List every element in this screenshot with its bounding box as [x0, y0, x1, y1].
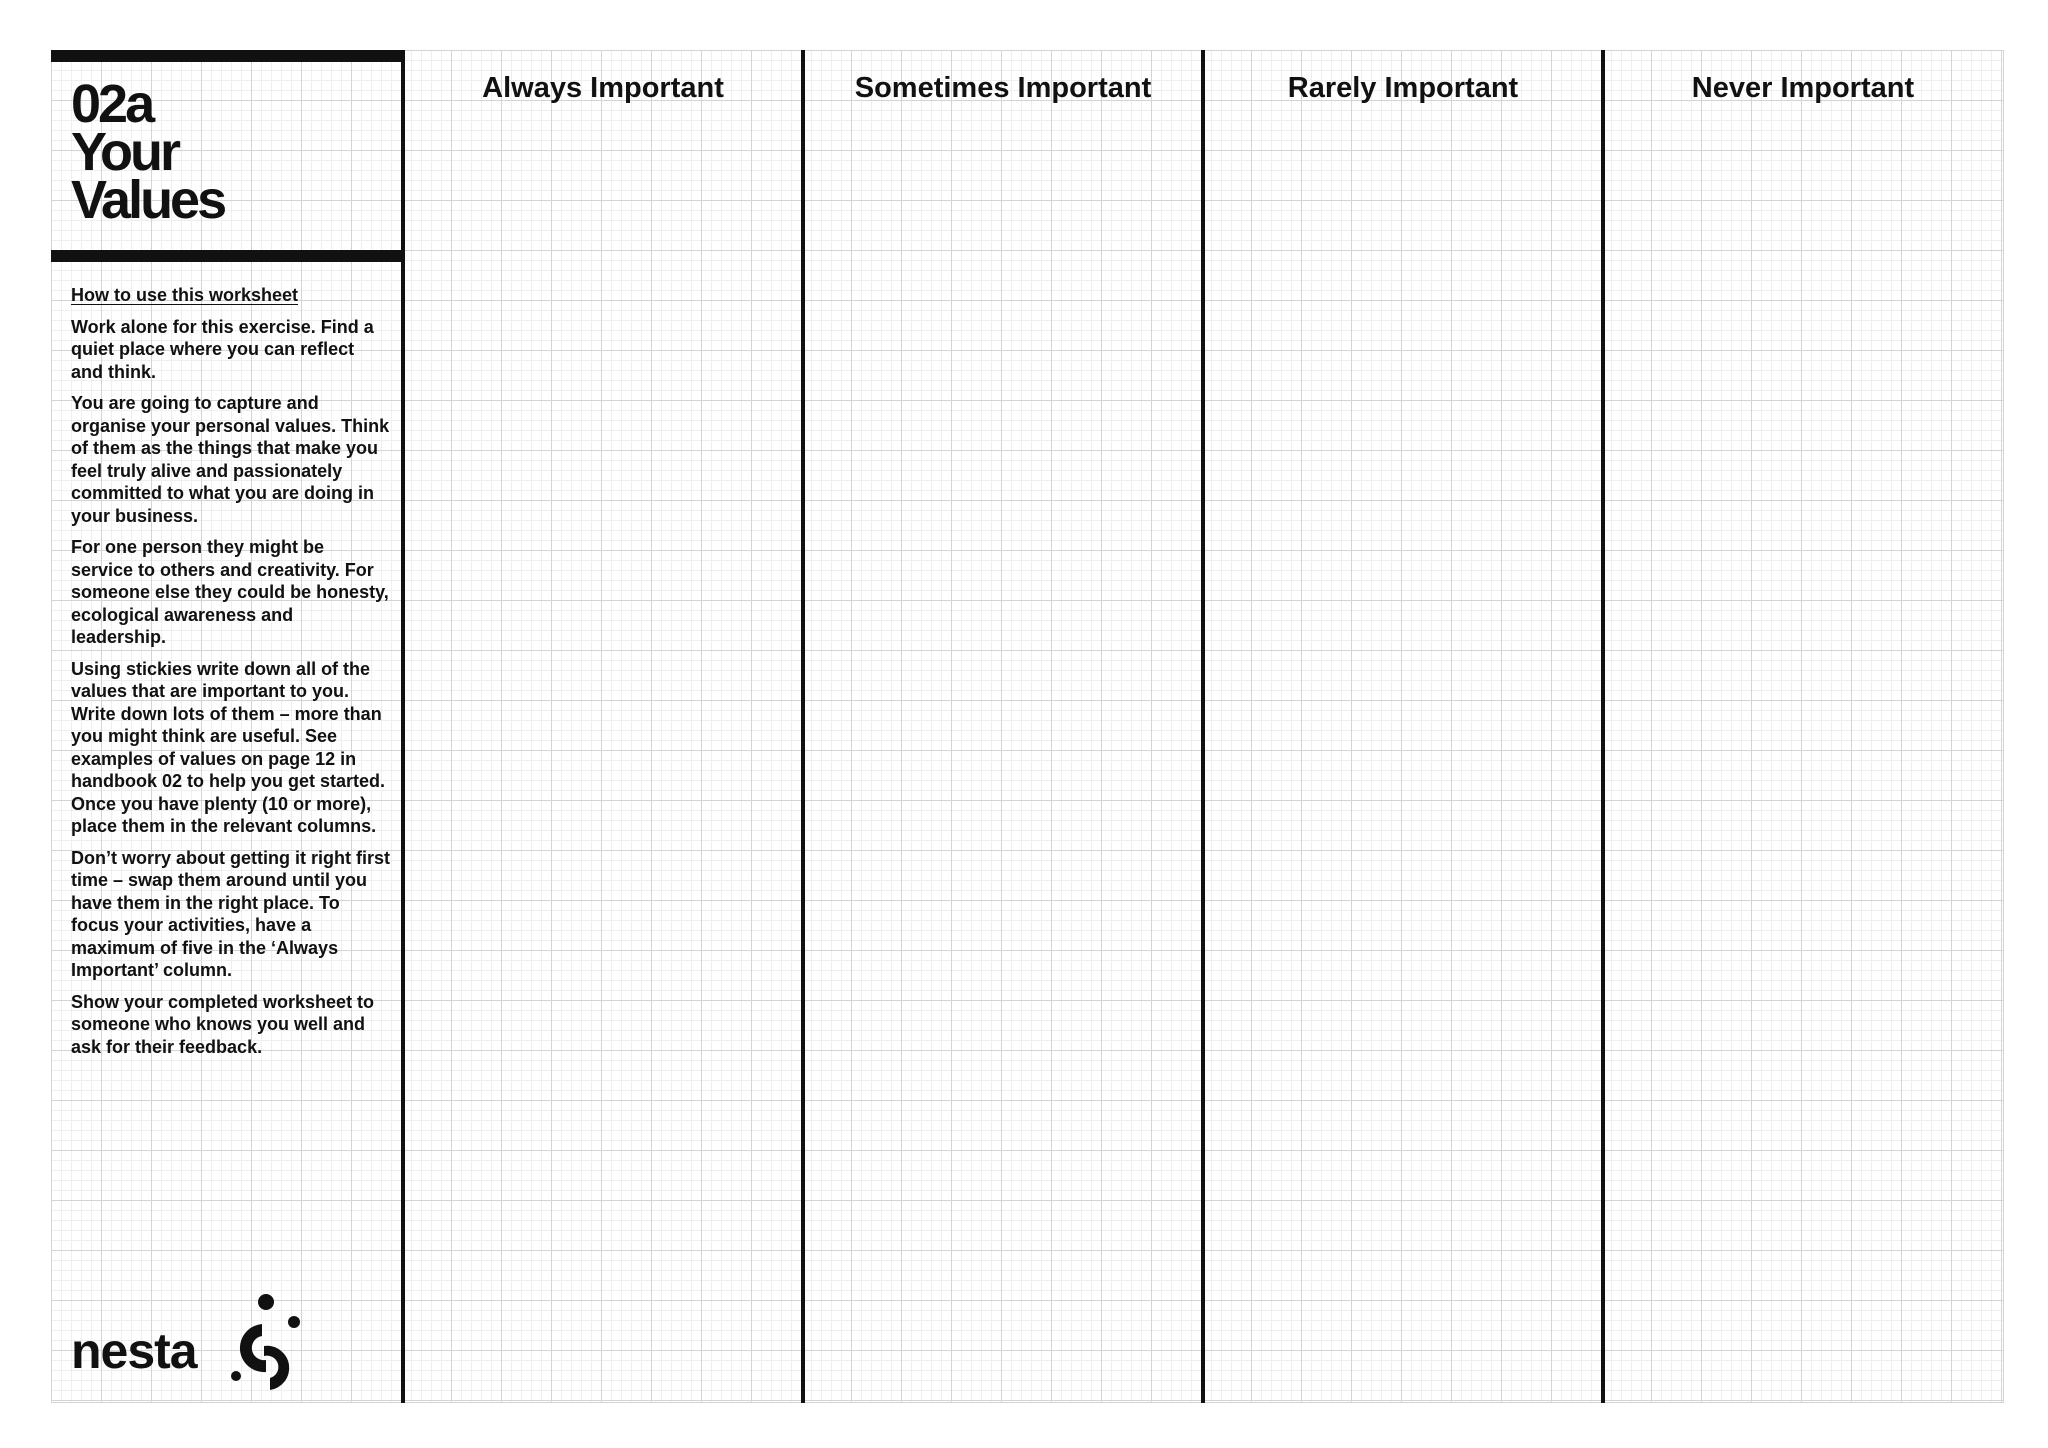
nesta-dots-mark-icon: [226, 1290, 306, 1390]
column-divider: [1601, 50, 1605, 1403]
worksheet-title-line-2: Values: [71, 170, 225, 230]
worksheet-title-line-1: Your: [71, 122, 178, 182]
instructions-paragraph: Work alone for this exercise. Find a quiet place where you can reflect and think.: [71, 316, 374, 382]
sidebar-title-rule: [51, 250, 403, 262]
worksheet-sidebar: [51, 50, 401, 1403]
column-header-always-important: Always Important: [482, 72, 724, 104]
worksheet-title: [71, 74, 225, 230]
column-header-rarely-important: Rarely Important: [1287, 72, 1519, 104]
column-header-sometimes-important: Sometimes Important: [854, 72, 1152, 104]
instructions-panel: [71, 284, 391, 1067]
sidebar-top-rule: [51, 50, 403, 62]
instructions-paragraph: Using stickies write down all of the values that are important to you. Write down lots of them – more than you might think are useful. See examples of values on page 12 in handbook 02 to help you get started. Once you have plenty (10 or more), place them in the relevant columns.: [71, 658, 386, 836]
column-divider: [801, 50, 805, 1403]
column-divider: [1201, 50, 1205, 1403]
instructions-paragraph: For one person they might be service to others and creativity. For someone else they could be honesty, ecological awareness and leadership.: [71, 537, 389, 647]
instructions-paragraph: Show your completed worksheet to someone who knows you well and ask for their feedback.: [71, 991, 375, 1057]
column-header-never-important: Never Important: [1691, 72, 1915, 104]
instructions-heading: How to use this worksheet: [71, 285, 299, 305]
worksheet-grid: [51, 50, 2004, 1403]
nesta-logo: [71, 1290, 311, 1390]
instructions-paragraph: You are going to capture and organise your personal values. Think of them as the things that make you feel truly alive and passionately committed to what you are doing in your business.: [71, 393, 390, 526]
instructions-paragraph: Don’t worry about getting it right first time – swap them around until you have them in the right place. To focus your activities, have a maximum of five in the ‘Always Important’ column.: [71, 847, 390, 980]
logo-wordmark: nesta: [71, 1323, 197, 1379]
worksheet-number: 02a: [71, 74, 153, 134]
column-divider: [401, 50, 405, 1403]
